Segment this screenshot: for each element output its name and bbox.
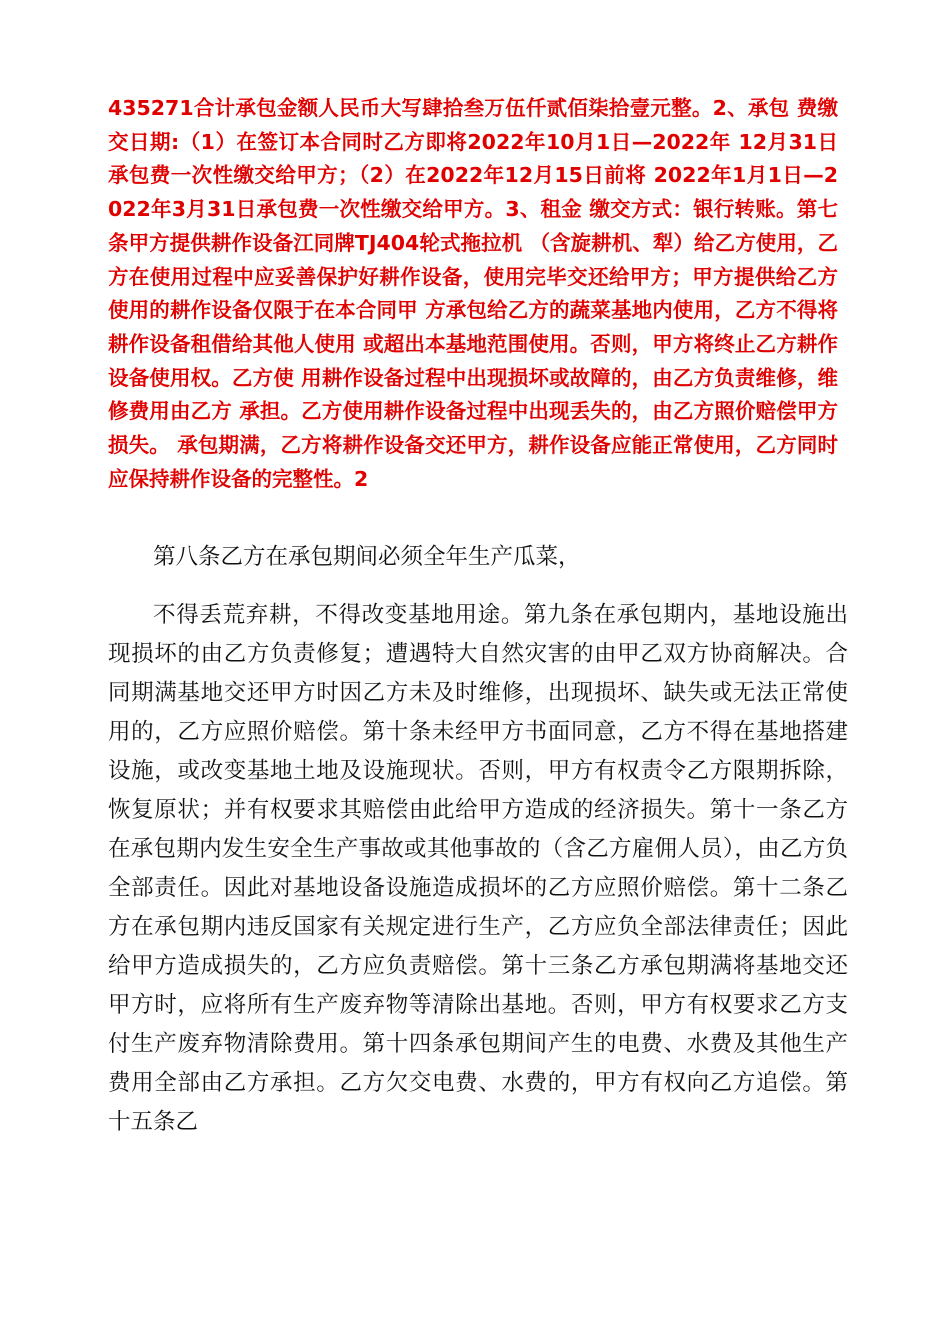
- red-contract-paragraph: 435271合计承包金额人民币大写肆拾叁万伍仟贰佰柒拾壹元整。2、承包 费缴交日期:（1）在签订本合同时乙方即将2022年10月1日—2022年 12月31日承包费一次性缴交给甲方；（2）在2022年12月15日前将 2022年1月1日—2022年3月31日承包费一次性缴交给甲方。3、租金 缴交方式：银行转账。第七条甲方提供耕作设备江同牌TJ404轮式拖拉机 （含旋耕机、犁）给乙方使用，乙方在使用过程中应妥善保护好耕作设备，使用完毕交还给甲方；甲方提供给乙方使用的耕作设备仅限于在本合同甲 方承包给乙方的蔬菜基地内使用，乙方不得将耕作设备租借给其他人使用 或超出本基地范围使用。否则，甲方将终止乙方耕作设备使用权。乙方使 用耕作设备过程中出现损坏或故障的，由乙方负责维修，维修费用由乙方 承担。乙方使用耕作设备过程中出现丢失的，由乙方照价赔偿甲方损失。 承包期满，乙方将耕作设备交还甲方，耕作设备应能正常使用，乙方同时 应保持耕作设备的完整性。2: [108, 96, 838, 491]
- articles-body-paragraph: 不得丢荒弃耕，不得改变基地用途。第九条在承包期内，基地设施出现损坏的由乙方负责修复；遭遇特大自然灾害的由甲乙双方协商解决。合同期满基地交还甲方时因乙方未及时维修，出现损坏、缺失或无法正常使用的，乙方应照价赔偿。第十条未经甲方书面同意，乙方不得在基地搭建设施，或改变基地土地及设施现状。否则，甲方有权责令乙方限期拆除，恢复原状；并有权要求其赔偿由此给甲方造成的经济损失。第十一条乙方在承包期内发生安全生产事故或其他事故的（含乙方雇佣人员），由乙方负全部责任。因此对基地设备设施造成损坏的乙方应照价赔偿。第十二条乙方在承包期内违反国家有关规定进行生产，乙方应负全部法律责任；因此给甲方造成损失的，乙方应负责赔偿。第十三条乙方承包期满将基地交还甲方时，应将所有生产废弃物等清除出基地。否则，甲方有权要求乙方支付生产废弃物清除费用。第十四条承包期间产生的电费、水费及其他生产费用全部由乙方承担。乙方欠交电费、水费的，甲方有权向乙方追偿。第十五条乙: [108, 602, 848, 1135]
- article-8-paragraph: 第八条乙方在承包期间必须全年生产瓜菜，: [153, 544, 581, 570]
